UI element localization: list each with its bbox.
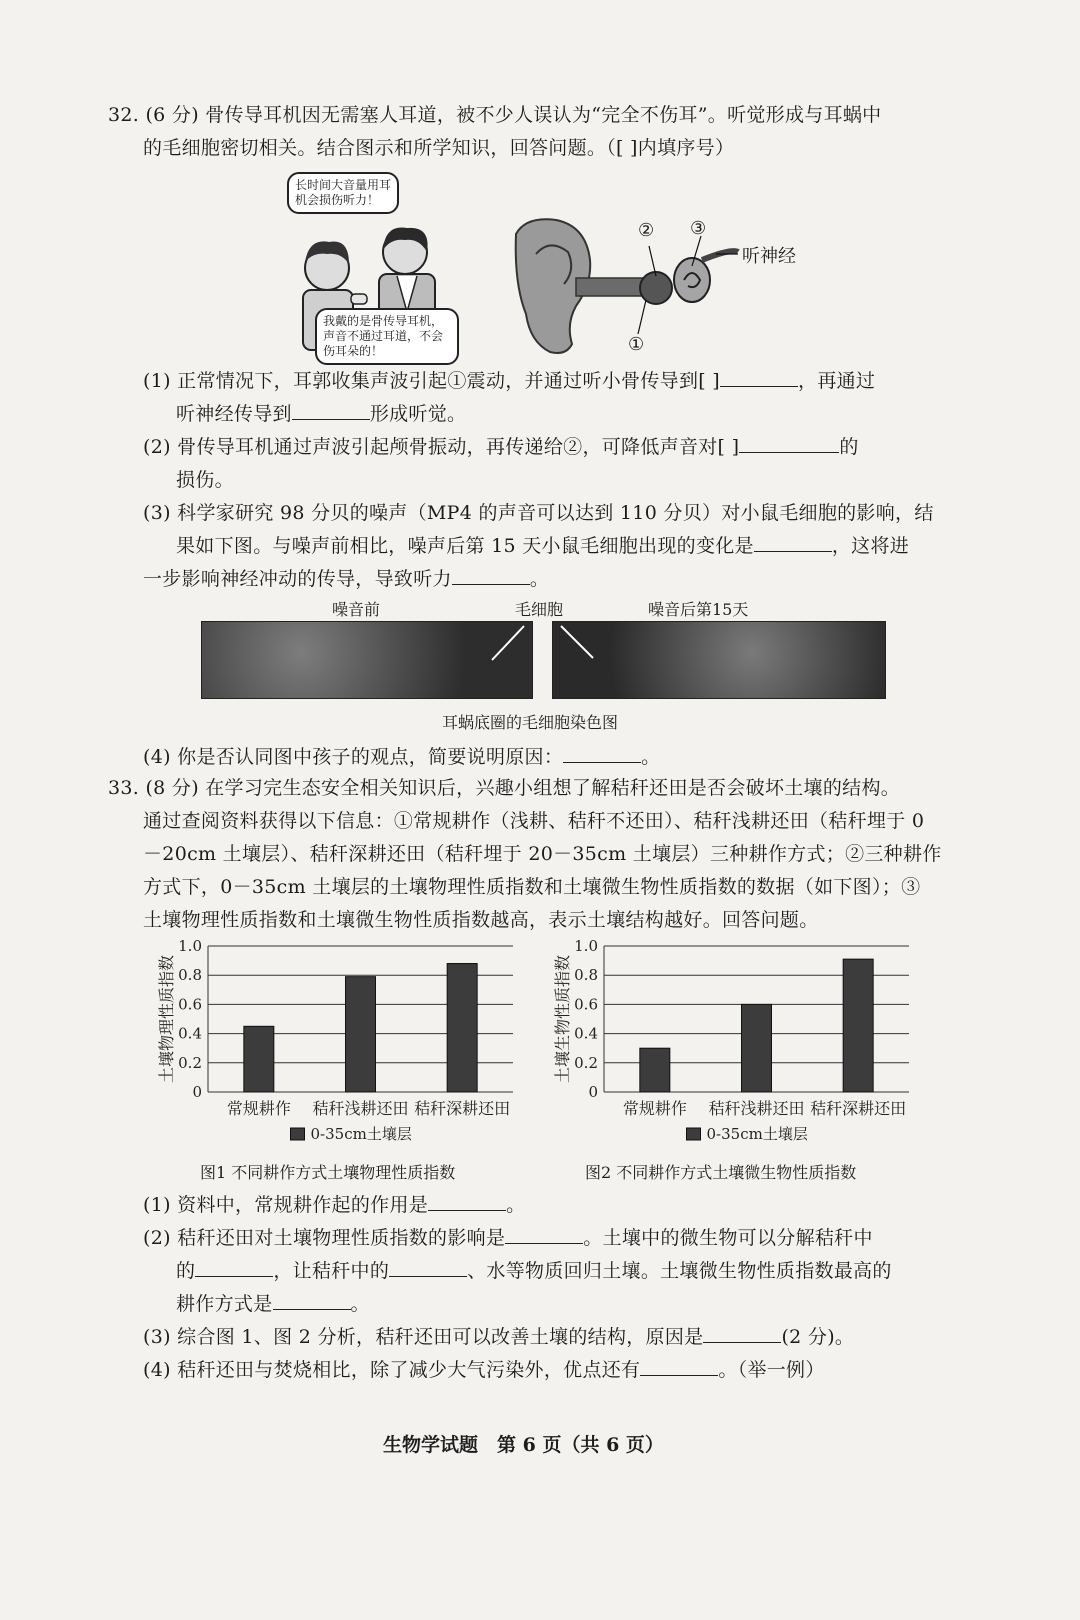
chart-bar: [742, 1004, 772, 1092]
answer-blank[interactable]: [389, 1258, 467, 1277]
ear-label-nerve: 听神经: [742, 246, 796, 267]
chart-2-svg: [546, 936, 936, 1156]
chart-y-tick-label: 0.4: [574, 1024, 598, 1043]
chart-legend-swatch: [687, 1128, 701, 1140]
q33-sub4: (4) 秸秆还田与焚烧相比，除了减少大气污染外，优点还有 。（举一例）: [143, 1359, 825, 1381]
answer-blank[interactable]: [703, 1324, 781, 1343]
arrow-icon: [202, 622, 532, 698]
chart-x-tick-label: 秸秆浅耕还田: [312, 1099, 409, 1118]
q32-sub4: (4) 你是否认同图中孩子的观点，简要说明原因： 。: [143, 746, 661, 768]
micrograph-label-after: 噪音后第15天: [648, 600, 749, 619]
answer-blank[interactable]: [292, 401, 370, 420]
q32-sub3-line2: 果如下图。与噪声前相比，噪声后第 15 天小鼠毛细胞出现的变化是 ，这将进: [176, 535, 910, 557]
q32-intro-line2: 的毛细胞密切相关。结合图示和所学知识，回答问题。（[ ]内填序号）: [143, 137, 735, 159]
chart-bar: [640, 1048, 670, 1092]
chart-1-svg: [150, 936, 540, 1156]
q33-sub2-line1: (2) 秸秆还田对土壤物理性质指数的影响是 。土壤中的微生物可以分解秸秆中: [143, 1227, 873, 1249]
micrograph-label-before: 噪音前: [332, 600, 381, 619]
chart-legend-label: 0-35cm土壤层: [706, 1125, 808, 1143]
chart-y-tick-label: 0: [192, 1083, 202, 1101]
micrograph-caption: 耳蜗底圈的毛细胞染色图: [442, 713, 619, 732]
chart-bar: [244, 1026, 274, 1092]
answer-blank[interactable]: [640, 1357, 718, 1376]
q33-intro-line2: 通过查阅资料获得以下信息：①常规耕作（浅耕、秸秆不还田）、秸秆浅耕还田（秸秆埋于 0: [143, 810, 925, 832]
chart-1-caption: 图1 不同耕作方式土壤物理性质指数: [200, 1163, 456, 1182]
cartoon-illustration: [285, 172, 460, 362]
answer-blank[interactable]: [273, 1291, 351, 1310]
answer-blank[interactable]: [505, 1225, 583, 1244]
q33-intro-line4: 方式下，0－35cm 土壤层的土壤物理性质指数和土壤微生物性质指数的数据（如下图）；③: [143, 876, 921, 898]
chart-y-tick-label: 0.8: [574, 966, 598, 985]
chart-2-microbial-index: [546, 936, 936, 1156]
chart-y-tick-label: 1.0: [178, 937, 202, 955]
arrow-icon: [553, 622, 885, 698]
chart-x-tick-label: 秸秆深耕还田: [810, 1099, 907, 1118]
chart-y-axis-label: 土壤生物性质指数: [553, 954, 572, 1084]
chart-y-tick-label: 0: [588, 1083, 598, 1101]
chart-x-tick-label: 常规耕作: [226, 1099, 291, 1118]
answer-blank[interactable]: [720, 368, 798, 387]
ear-anatomy-diagram: [506, 214, 806, 360]
page-footer: 生物学试题 第 6 页（共 6 页）: [383, 1434, 664, 1456]
q33-intro-line5: 土壤物理性质指数和土壤微生物性质指数越高，表示土壤结构越好。回答问题。: [143, 909, 819, 931]
q32-sub2-line2: 损伤。: [176, 469, 234, 491]
ear-label-2: ②: [638, 220, 655, 241]
chart-y-tick-label: 0.4: [178, 1024, 202, 1043]
chart-y-tick-label: 0.6: [574, 995, 598, 1014]
chart-y-tick-label: 0.6: [178, 995, 202, 1014]
q33-intro-line3: －20cm 土壤层）、秸秆深耕还田（秸秆埋于 20－35cm 土壤层）三种耕作方式；②三种耕作: [143, 843, 942, 865]
q33-sub2-line3: 耕作方式是 。: [176, 1293, 370, 1315]
micrograph-before: [201, 621, 533, 699]
chart-y-tick-label: 0.8: [178, 966, 202, 985]
answer-blank[interactable]: [452, 566, 530, 585]
ear-label-1: ①: [628, 334, 645, 355]
chart-2-caption: 图2 不同耕作方式土壤微生物性质指数: [585, 1163, 857, 1182]
q33-sub2-line2: 的 ，让秸秆中的 、水等物质回归土壤。土壤微生物性质指数最高的: [176, 1260, 892, 1282]
micrograph-label-cells: 毛细胞: [515, 600, 564, 619]
chart-legend-swatch: [291, 1128, 305, 1140]
answer-blank[interactable]: [563, 744, 641, 763]
q32-sub1-line2: 听神经传导到 形成听觉。: [176, 403, 467, 425]
chart-y-tick-label: 0.2: [574, 1053, 598, 1072]
chart-y-axis-label: 土壤物理性质指数: [157, 954, 176, 1084]
answer-blank[interactable]: [195, 1258, 273, 1277]
q32-sub3-line3: 一步影响神经冲动的传导，导致听力 。: [143, 568, 550, 590]
q33-sub3: (3) 综合图 1、图 2 分析，秸秆还田可以改善土壤的结构，原因是 (2 分)。: [143, 1326, 855, 1348]
chart-y-tick-label: 0.2: [178, 1053, 202, 1072]
answer-blank[interactable]: [428, 1192, 506, 1211]
chart-x-tick-label: 秸秆浅耕还田: [708, 1099, 805, 1118]
q33-sub1: (1) 资料中，常规耕作起的作用是 。: [143, 1194, 526, 1216]
ear-label-3: ③: [690, 218, 707, 239]
speech-bubble-adult: 长时间大音量用耳机会损伤听力！: [287, 172, 399, 214]
chart-bar: [346, 977, 376, 1092]
q32-sub2-line1: (2) 骨传导耳机通过声波引起颅骨振动，再传递给②，可降低声音对[ ] 的: [143, 436, 859, 458]
chart-legend-label: 0-35cm土壤层: [310, 1125, 412, 1143]
chart-x-tick-label: 常规耕作: [622, 1099, 687, 1118]
q32-sub1-line1: (1) 正常情况下，耳郭收集声波引起①震动，并通过听小骨传导到[ ] ，再通过: [143, 370, 876, 392]
micrograph-after: [552, 621, 886, 699]
ear-drawing: [506, 214, 806, 360]
chart-bar: [843, 959, 873, 1092]
q33-intro-line1: 33. (8 分) 在学习完生态安全相关知识后，兴趣小组想了解秸秆还田是否会破坏土壤的结构。: [108, 777, 901, 799]
chart-x-tick-label: 秸秆深耕还田: [414, 1099, 511, 1118]
chart-1-physical-index: [150, 936, 540, 1156]
answer-blank[interactable]: [754, 533, 832, 552]
chart-y-tick-label: 1.0: [574, 937, 598, 955]
speech-bubble-child: 我戴的是骨传导耳机，声音不通过耳道，不会伤耳朵的！: [315, 308, 459, 365]
chart-bar: [447, 964, 477, 1092]
answer-blank[interactable]: [739, 434, 839, 453]
q32-intro-line1: 32. (6 分) 骨传导耳机因无需塞人耳道，被不少人误认为“完全不伤耳”。听觉形成与耳蜗中: [108, 104, 882, 126]
q32-sub3-line1: (3) 科学家研究 98 分贝的噪声（MP4 的声音可以达到 110 分贝）对小鼠毛细胞的影响，结: [143, 502, 934, 524]
